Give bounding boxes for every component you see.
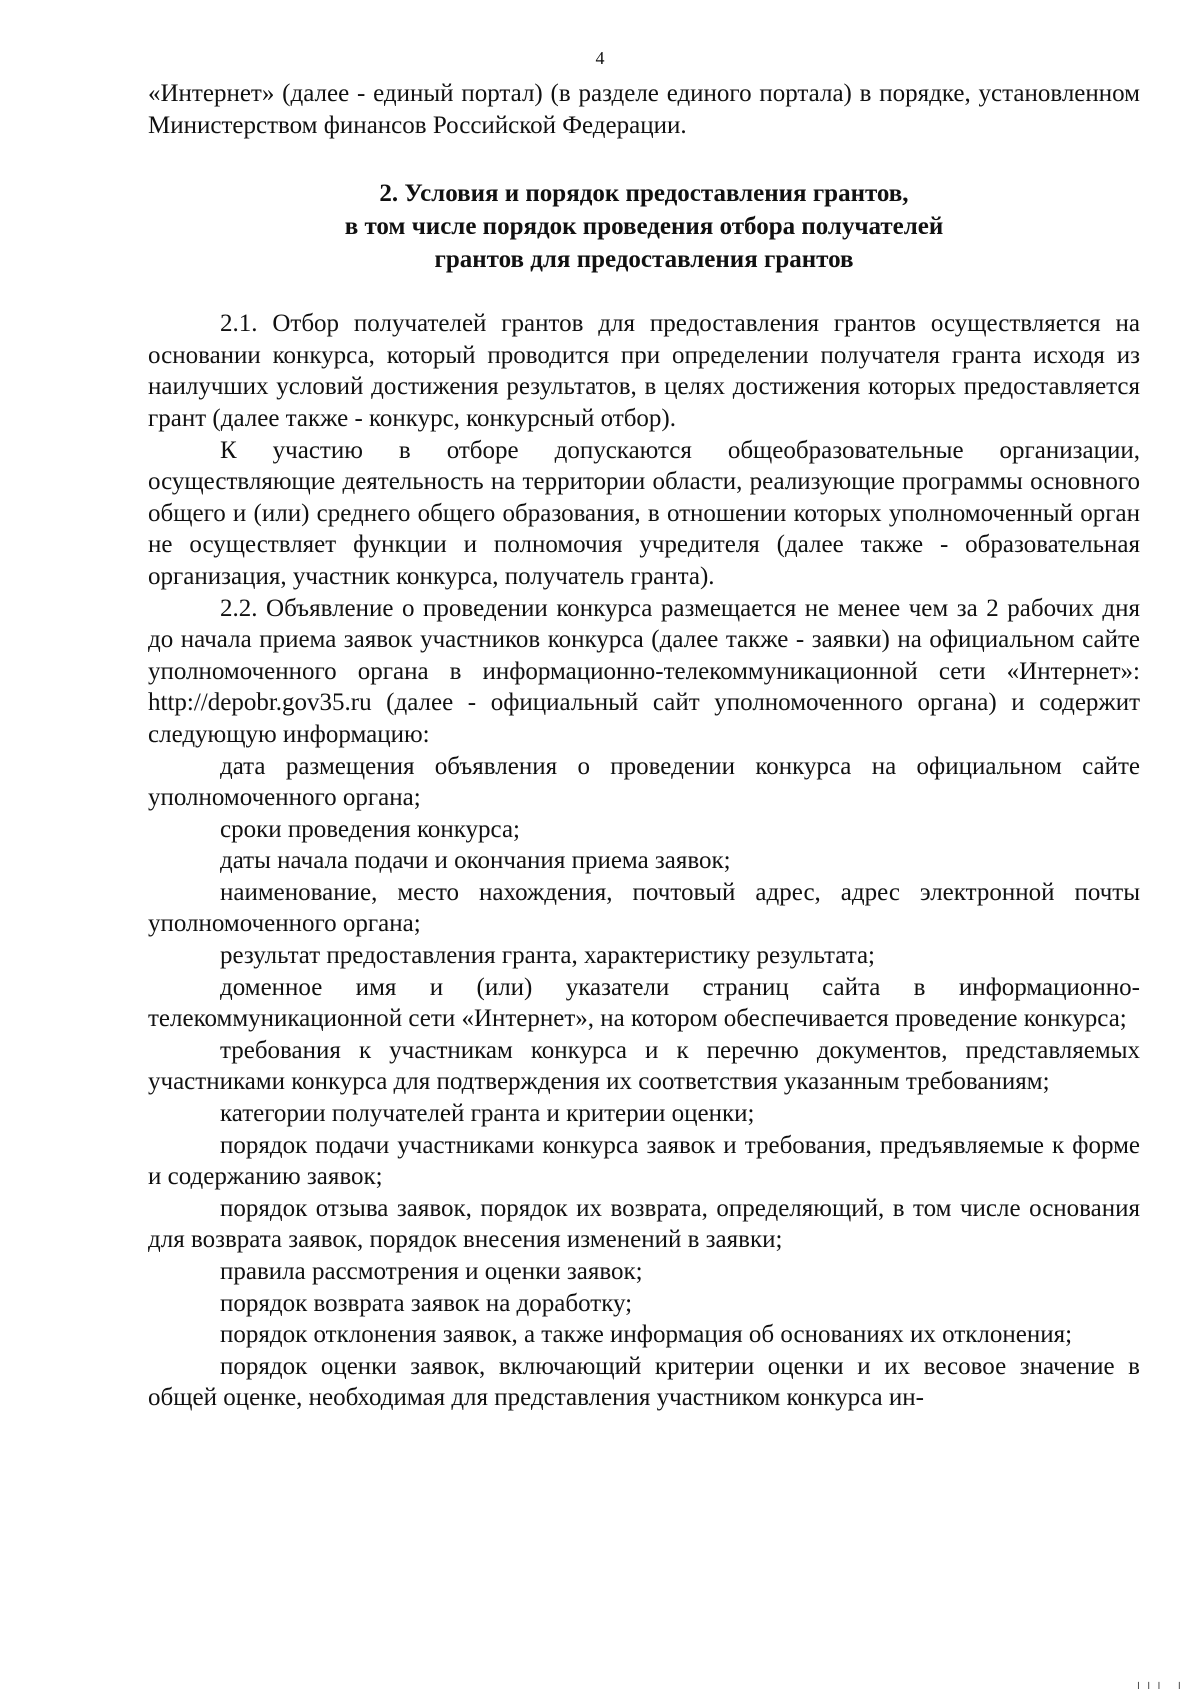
list-item: порядок оценки заявок, включающий критерии оценки и их весовое значение в общей оценке, необходимая для представления участником конкурса ин-	[148, 1352, 1140, 1412]
section-heading-line: грантов для предоставления грантов	[434, 246, 854, 274]
list-item: дата размещения объявления о проведении конкурса на официальном сайте уполномоченного органа;	[148, 752, 1140, 812]
list-item: наименование, место нахождения, почтовый адрес, адрес электронной почты уполномоченного органа;	[148, 878, 1140, 938]
list-item: сроки проведения конкурса;	[220, 815, 520, 843]
scan-marks: ╷╷╷ ╷	[1134, 1675, 1186, 1689]
list-item: правила рассмотрения и оценки заявок;	[220, 1258, 643, 1285]
list-item: категории получателей гранта и критерии оценки;	[220, 1100, 755, 1128]
list-item: порядок подачи участниками конкурса заявок и требования, предъявляемые к форме и содержанию заявок;	[148, 1131, 1140, 1191]
paragraph-2-1: 2.1. Отбор получателей грантов для предоставления грантов осуществляется на основании конкурса, который проводится при определении получателя гранта исходя из наилучших условий достижения результатов, в целях достижения которых предоставляется грант (далее также - конкурс, конкурсный отбор).	[148, 310, 1140, 432]
page-number: 4	[595, 48, 605, 68]
document-body	[148, 78, 1140, 1414]
intro-paragraph: «Интернет» (далее - единый портал) (в разделе единого портала) в порядке, установленном Министерством финансов Российской Федерации.	[148, 80, 1140, 139]
section-heading	[148, 177, 1140, 276]
list-item: доменное имя и (или) указатели страниц сайта в информационно-телекоммуникационной сети «Интернет», на котором обеспечивается проведение конкурса;	[148, 973, 1140, 1033]
list-item: порядок возврата заявок на доработку;	[220, 1289, 633, 1317]
list-item: требования к участникам конкурса и к перечню документов, представляемых участниками конкурса для подтверждения их соответствия указанным требованиям;	[148, 1036, 1140, 1096]
section-heading-line: 2. Условия и порядок предоставления грантов,	[379, 180, 909, 208]
paragraph-participants: К участию в отборе допускаются общеобразовательные организации, осуществляющие деятельность на территории области, реализующие программы основного общего и (или) среднего общего образования, в отношении которых уполномоченный орган не осуществляет функции и полномочия учредителя (далее также - образовательная организация, участник конкурса, получатель гранта).	[148, 436, 1140, 590]
list-item: результат предоставления гранта, характеристику результата;	[220, 942, 876, 970]
section-heading-line: в том числе порядок проведения отбора получателей	[344, 213, 944, 241]
list-item: порядок отзыва заявок, порядок их возврата, определяющий, в том числе основания для возврата заявок, порядок внесения изменений в заявки;	[148, 1194, 1140, 1254]
list-item: даты начала подачи и окончания приема заявок;	[220, 847, 731, 875]
list-item: порядок отклонения заявок, а также информация об основаниях их отклонения;	[220, 1321, 1073, 1349]
paragraph-2-2: 2.2. Объявление о проведении конкурса размещается не менее чем за 2 рабочих дня до начала приема заявок участников конкурса (далее также - заявки) на официальном сайте уполномоченного органа в информационно-телекоммуникационной сети «Интернет»: http://depobr.gov35.ru (далее - официальный сайт уполномоченного органа) и содержит следующую информацию:	[148, 594, 1140, 748]
